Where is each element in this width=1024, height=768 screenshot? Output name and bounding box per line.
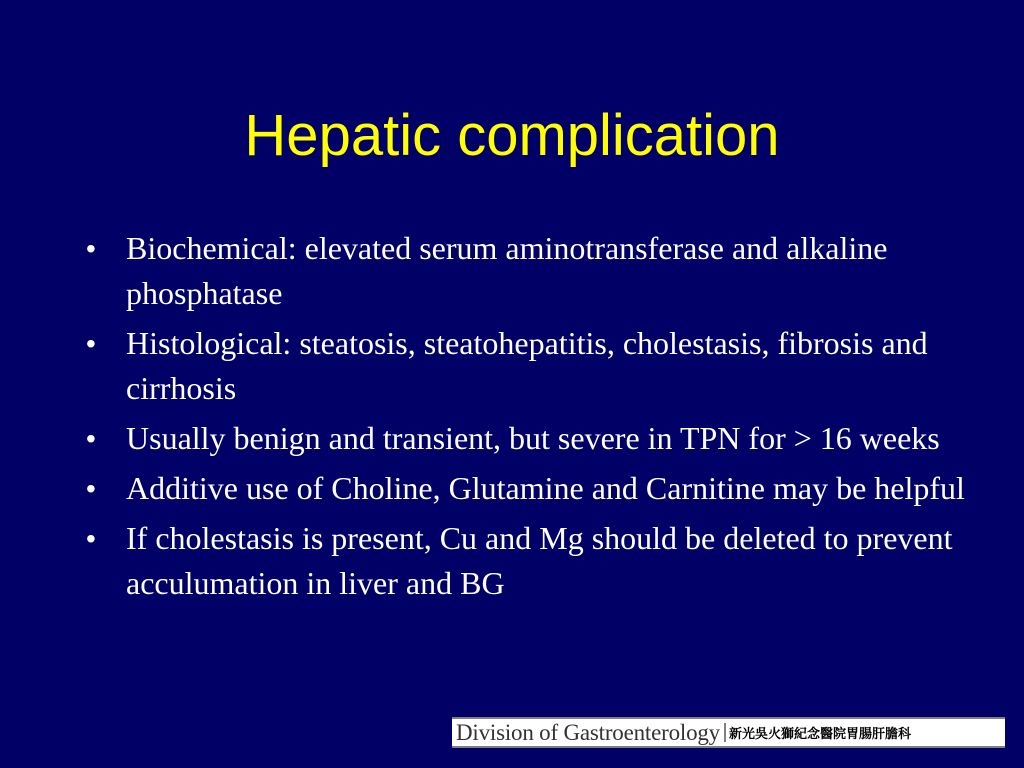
bullet-item-benign: [86, 416, 966, 461]
bullet-icon: •: [86, 328, 96, 359]
bullet-text: Histological: steatosis, steatohepatitis, cholestasis, fibrosis and cirrhosis: [126, 325, 928, 406]
bullet-icon: •: [86, 523, 96, 554]
bullet-text: Additive use of Choline, Glutamine and Carnitine may be helpful: [126, 470, 965, 506]
bullet-icon: •: [86, 423, 96, 454]
bullet-icon: •: [86, 473, 96, 504]
footer-banner: [452, 717, 1005, 748]
bullet-text: Biochemical: elevated serum aminotransferase and alkaline phosphatase: [126, 230, 888, 311]
bullet-item-histological: [86, 321, 966, 411]
bullet-item-biochemical: [86, 226, 966, 316]
bullet-item-cholestasis: [86, 516, 966, 606]
bullet-list: [86, 226, 966, 611]
footer-division-name: Division of Gastroenterology: [456, 719, 720, 745]
bullet-icon: •: [86, 233, 96, 264]
slide-title: Hepatic complication: [244, 103, 780, 168]
footer-hospital-name: 新光吳火獅紀念醫院胃腸肝膽科: [724, 723, 914, 742]
bullet-text: Usually benign and transient, but severe in TPN for > 16 weeks: [126, 420, 940, 456]
bullet-text: If cholestasis is present, Cu and Mg should be deleted to prevent acculumation in liver and BG: [126, 520, 953, 601]
bullet-item-additive: [86, 466, 966, 511]
